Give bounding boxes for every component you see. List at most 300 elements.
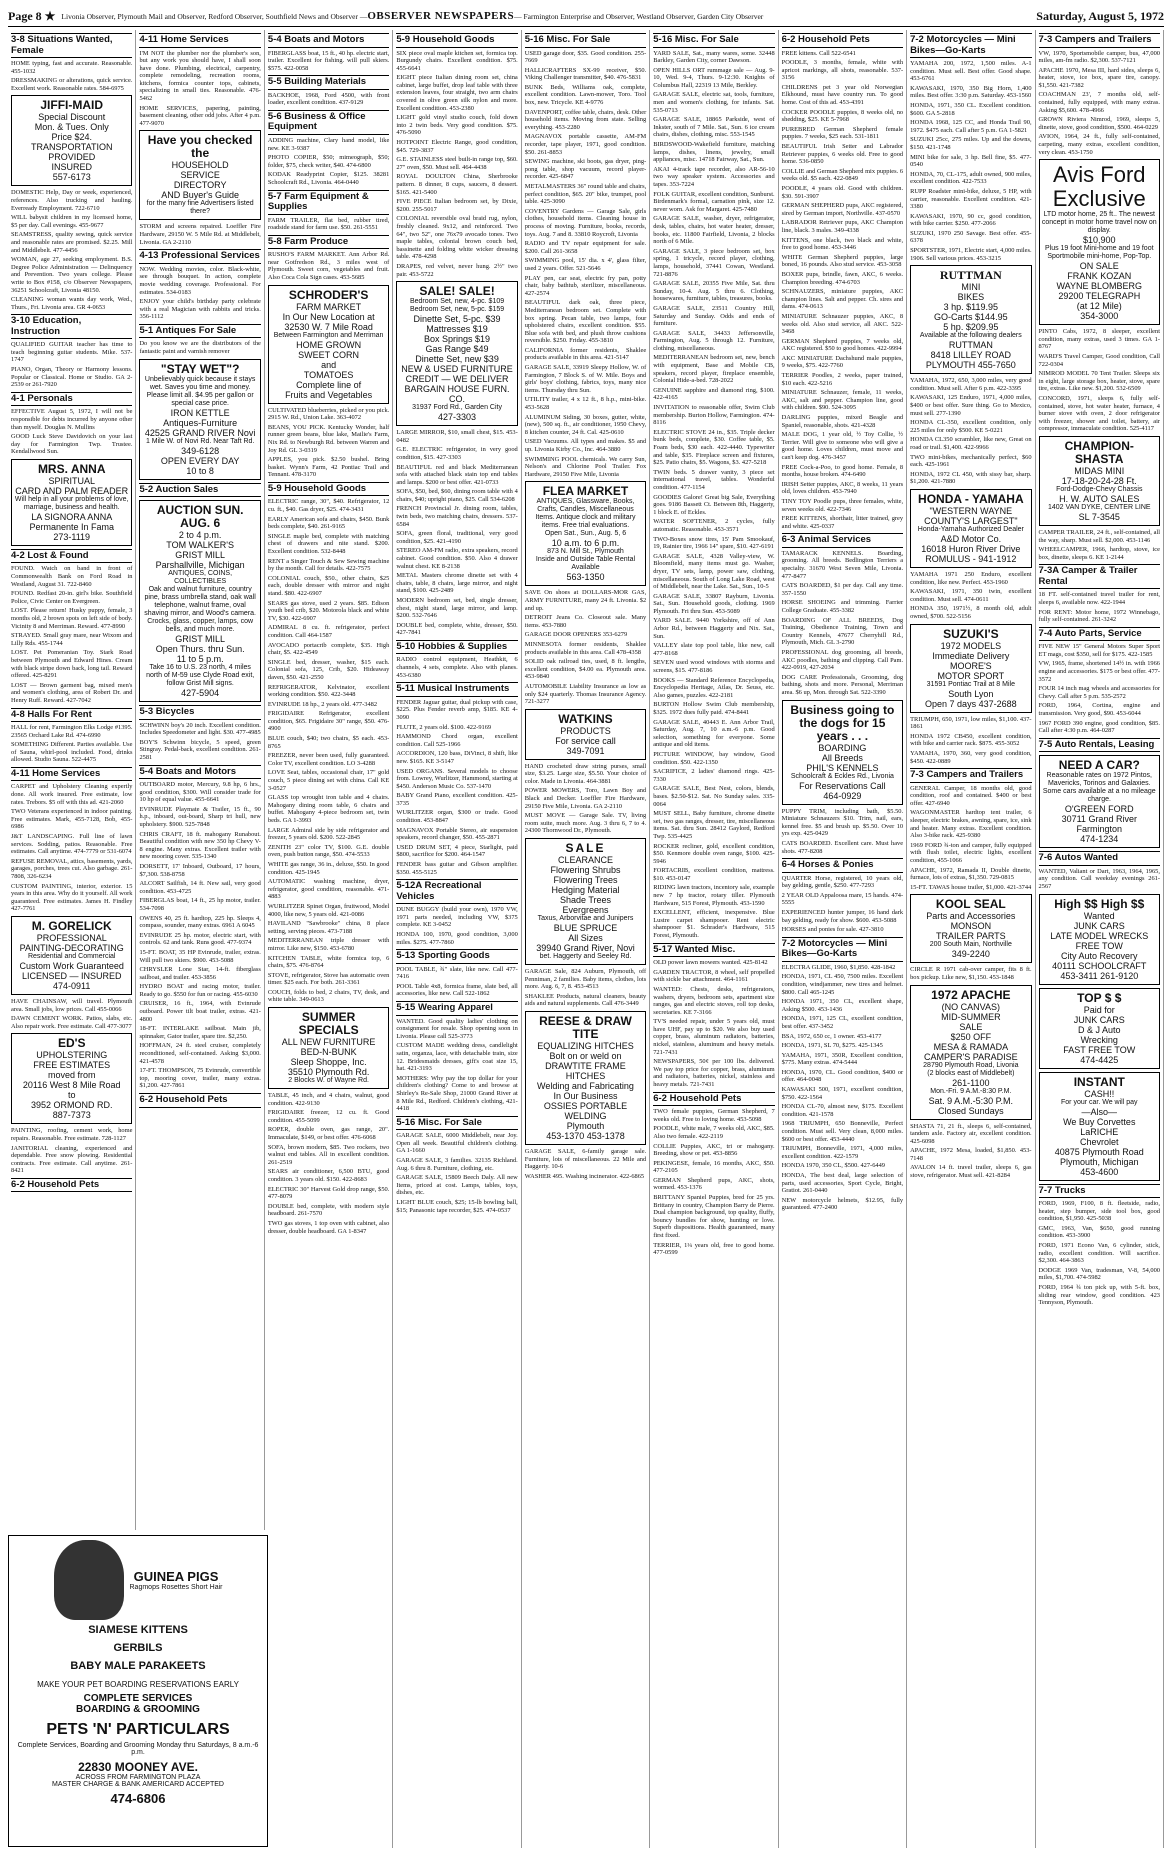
display-ad-line: Between Farmington and Merriman xyxy=(273,331,384,339)
display-ad-line: CHAMPION-SHASTA xyxy=(1064,438,1134,466)
display-ad-line: Inside and Outside Table Rental Available xyxy=(535,556,636,572)
classified-ad: FORTACRIB, excellent condition, mattress. $10. 453-0147 xyxy=(653,867,775,882)
classified-ad: BEAUTIFUL Irish Setter and Labrador Retriever puppies, 6 weeks old. Free to good home. 536-0850 xyxy=(781,143,904,166)
classified-ad: WATER SOFTENER, 2 cycles, fully automatic. Reasonable. 453-3571 xyxy=(653,518,775,533)
section-heading: 7-5 Auto Rentals, Leasing xyxy=(1039,738,1160,753)
display-ad-line: OSSIES PORTABLE WELDING xyxy=(543,1101,628,1121)
classified-ad: POODLE, 4 years old. Good with children. $30. 591-3907 xyxy=(781,185,904,200)
classified-ad: COVENTRY Gardens — Garage Sale, girls clothes, household items. Cleaning house in process of moving. Furniture, books, records, toys. Aug. 7 and 8. 33810 Roycroft, Livonia xyxy=(524,207,647,238)
classified-ad: WHITE gas range, 36 in., deluxe, $50. In good condition. 425-1945 xyxy=(267,860,390,876)
display-ad-line: FARM MARKET xyxy=(296,301,362,312)
classified-ad: GARAGE SALE, 6-family garage sale. Furniture, lots of miscellaneous. 22 Mile and Haggerty. 10-6 xyxy=(524,1148,647,1171)
classified-ad: 17-FT. THOMPSON, 75 Evinrude, convertible top, mooring cover, trailer, many extras. $1,200. 427-7861 xyxy=(139,1067,261,1090)
display-ad-line: 31591 Pontiac Trail at 8 Mile xyxy=(926,680,1015,688)
display-ad-line: MIDAS MINI xyxy=(1074,465,1125,476)
classified-ad: EFFECTIVE August 5, 1972, I will not be responsible for debts incurred by anyone other than myself. Douglas N. Mullins xyxy=(11,408,133,431)
classified-ad: UTILITY trailer, 4 x 12 ft., 8 h.p., mini-bike. 453-5628 xyxy=(524,396,647,412)
page-number: Page 8 ★ xyxy=(8,8,56,23)
display-ad-line: bet. Haggerty and Seeley Rd. xyxy=(539,953,632,961)
display-ad-line: KOOL SEAL xyxy=(935,897,1006,912)
display-ad-line: Antiques-Furniture xyxy=(163,417,238,428)
display-ad-line: "WESTERN WAYNE xyxy=(929,505,1013,516)
classified-ad: MAGNAVOX Portable Stereo, air suspension speakers, record changer, $50. 455-2871 xyxy=(396,826,518,842)
display-ad-line: MOORE'S xyxy=(949,660,992,671)
display-ad-line: City Auto Recovery xyxy=(1061,950,1138,961)
classified-ad: SEAMSTRESS, quality sewing, quick service and reasonable rates are promised. $2.25. Mill and Middlebelt. 477-4456 xyxy=(11,231,133,254)
classified-ad: CONCORD, 1971, sleeps 6, fully self-contained, stove, hot water heater, furnace, 4 burner stove with oven, 2 door refrigerator with freezer, shower and toilet, battery, air compressor, immaculate condition. 525-4117 xyxy=(1038,394,1160,433)
classified-ad: APACHE, 1972 Mesa, loaded, $1,850. 453-7148 xyxy=(910,1147,1032,1162)
display-ad-line: Plus 19 foot Mini-home and 19 foot Sportmobile mini-home, Pop-Top. xyxy=(1044,245,1154,261)
classified-ad: FRENCH Provincial Jr. dining room, tables, twin beds, two matching chairs, dressers. 537-6584 xyxy=(396,505,518,528)
section-heading: 5-11 Musical Instruments xyxy=(396,682,517,697)
display-ad-line: REESE & DRAW TITE xyxy=(539,1014,632,1041)
classified-ad: SCHNAUZERS, miniature puppies, AKC champion lines. Salt and pepper. Ch. sires and dams. 474-0613 xyxy=(781,288,904,311)
section-heading: 5-16 Misc. For Sale xyxy=(653,33,774,48)
classified-ad: VW, 1970, Sportsmobile camper, bus, 47,000 miles, am-fm radio. $2,300. 537-7121 xyxy=(1038,49,1160,65)
display-ad xyxy=(268,1007,389,1089)
classified-ad: TWO female puppies, German Shepherd, 7 weeks old. Free to loving home. 453-5098 xyxy=(653,1108,775,1123)
classified-ad: TERRIER Poodles, 2 weeks, paper trained, $10 each. 422-5216 xyxy=(781,372,904,387)
display-ad-line: A&D Motor Co. xyxy=(940,533,1002,544)
section-heading: 6-2 Household Pets xyxy=(11,1178,132,1193)
classified-ad: FIVE PIECE Italian bedroom set, by Dixie, $200. 255-5017 xyxy=(396,198,518,213)
display-ad xyxy=(139,500,260,702)
section-heading: 7-2 Motorcycles — Mini Bikes—Go-Karts xyxy=(910,33,1031,58)
display-ad-line: OPEN EVERY DAY xyxy=(160,455,240,466)
classified-ad: AUTOMOBILE Liability Insurance as low as only $24 quarterly. Thomas Insurance Agency. 721-3277 xyxy=(524,682,647,706)
display-ad-line: Bedroom Set, new, 4-pc. $109 xyxy=(409,298,505,306)
classified-ad: AKAI 4-track tape recorder, also AR-56-10 two way speaker system. Accessories and tapes. 353-7224 xyxy=(653,165,775,188)
classified-ad: YAMAHA 1971 250 Enduro, excellent condition, like new. Perfect. 453-1960 xyxy=(910,570,1032,586)
classified-ad: KITTENS, one black, two black and white, free to good home. 453-3446 xyxy=(781,236,904,252)
classified-ad: TRIUMPH, Bonneville, 1971, 4,000 miles, excellent condition. 422-1579 xyxy=(781,1145,904,1160)
classified-ad: DOMESTIC Help, Day or week, experienced, references. Also trucking and hauling. Everready Employment. 722-6710 xyxy=(11,189,133,212)
classified-ad: HONDA, 1971, CL 450, 7500 miles. Excellent condition, windjammer, new tires and helmet. $800. Call 465-1245 xyxy=(781,973,904,996)
display-ad-line: ON SALE xyxy=(1079,261,1119,272)
display-ad-line: Dinette Set, 5-pc. $39 xyxy=(413,314,501,325)
masthead xyxy=(8,6,1164,27)
classified-ad: AKC MINIATURE Dachshund male puppies, 9 weeks, $75. 422-7760 xyxy=(781,354,904,370)
classified-ad: HAND crocheted draw string purses, small size, $3.25. Large size, $5.50. Your choice of color. Made in Livonia. 464-3881 xyxy=(524,762,647,785)
display-ad-line: Schoolcraft & Eckles Rd., Livonia xyxy=(790,772,894,780)
display-ad-line: COUNTY'S LARGEST" xyxy=(924,515,1018,526)
classified-ad: 1967 FORD 390 engine, good condition, $85. Call after 4:30 p.m. 464-0287 xyxy=(1038,719,1160,735)
classified-ad: CATS BOARDED, $1 per day. Call any time. 357-1550 xyxy=(781,582,904,597)
display-ad-line: IRON KETTLE xyxy=(170,407,230,418)
classified-ad: ZENITH 23" color TV, $100. G.E. double oven, push button range, $50. 474-5533 xyxy=(267,843,390,859)
classified-ad: INVITATION to reasonable offer, Swim Club membership. Burton Hollow, Farmington. 474-8116 xyxy=(653,404,775,427)
classified-ad: STEREO AM-FM radio, extra speakers, record cabinet. Good condition. $50. Also 4 drawer walnut chest. KE 8-2138 xyxy=(396,547,518,570)
classified-ad: GARAGE SALE, 15809 Beech Daly. All new Items, priced at cost. Lamps, tables, toys, dishes, etc. xyxy=(396,1174,518,1197)
display-ad-line: GO-Carts $144.95 xyxy=(934,312,1008,323)
display-ad-line: 887-7373 xyxy=(52,1110,91,1121)
classified-ad: TWO Veterans experienced in indoor painting. Free estimates. Mark, 455-7128, Bob, 455-6986 xyxy=(11,808,133,831)
display-ad-line: Open 7 days 437-2688 xyxy=(925,698,1017,709)
classified-ad: FREE KITTENS, shorthair, litter trained, grey and white. 425-0337 xyxy=(781,515,904,530)
classified-ad: COACHMAN 23', 7 months old, self-contained, fully equipped, with many extras. Asking $5,600. 478-4966 xyxy=(1038,91,1160,114)
classified-ad: REFRIGERATOR, Kelvinator, excellent working condition. $50. 422-3448 xyxy=(267,683,390,699)
classified-ad: FENDER Jaguar guitar, dual pickup with case, $225. Plus Fender reverb amp, $185. KE 4-3090 xyxy=(396,698,518,721)
classified-ad: FIVE NEW 15" General Motors Super Sport ET mags, cost $350, sell for $175. 422-1585 xyxy=(1038,643,1160,658)
classified-ad: DRESSMAKING or alterations, quick service. Excellent work. Reasonable rates. 584-6975 xyxy=(11,77,133,92)
display-ad-line: JUNK CARS xyxy=(1073,920,1125,931)
classified-ad: HYDRO BOAT and racing motor, trailer. Ready to go. $550 for fun or racing. 455-6030 xyxy=(139,983,261,998)
classified-ad: LIGHT gold vinyl studio couch, fold down into 2 twin beds. Very good condition. $75. 476-5090 xyxy=(396,114,518,137)
display-ad-line: For your car. We will pay xyxy=(1061,1098,1138,1106)
display-ad-line: ROMULUS - 941-1912 xyxy=(925,553,1017,564)
classified-ad: MINIATURE Schnauzer, female, 11 weeks, AKC, salt and pepper. Champion line, good with children. $90. 524-3095 xyxy=(781,389,904,412)
display-ad xyxy=(268,285,389,404)
display-ad xyxy=(11,95,132,186)
classified-ad: COLLIE and German Shepherd mix puppies. 6 weeks old. $5 each. 422-0849 xyxy=(781,167,904,183)
display-ad-line: RUTTMAN xyxy=(948,340,993,351)
display-ad-line: In Our New Location at xyxy=(282,311,375,322)
section-heading: 5-9 Household Goods xyxy=(396,33,517,48)
display-ad-line: CLEARANCE xyxy=(557,855,613,866)
classified-ad: AUTOMATIC washing machine, dryer, refrigerator, good condition, reasonable. 471-4883 xyxy=(267,878,390,901)
classified-ad: GARAGE SALE, 34433 Jeffersonville, Farmington, Aug. 5 through 12. Furniture, clothing, miscellaneous. xyxy=(653,329,775,352)
classified-ad: SOFA, green floral, traditional, very good condition, $25. 421-4190 xyxy=(396,530,518,545)
section-heading: 5-6 Business & Office Equipment xyxy=(268,110,389,135)
display-ad-line: Dinette Set, new $39 xyxy=(415,354,499,365)
display-ad-line: CASH!! xyxy=(1084,1088,1115,1099)
classified-ad: MEDITERRANEAN triple dresser with mirror. Like new, $150. 453-6780 xyxy=(267,937,390,952)
classified-ad: NIMROD MODEL 70 Tent Trailer. Sleeps six in eight, large storage box, heater, stove, spare tire, extras. Like new. $1,200. 532-6509 xyxy=(1038,370,1160,393)
display-ad-line: for the many fine Advertisers listed there? xyxy=(146,200,254,216)
classified-ad: PUREBRED German Shepherd female puppies. 7 weeks, $25 each. 531-1811 xyxy=(781,125,904,141)
classified-ad: WURLITZER Spinet Organ, fruitwood, Model 4000, like new, 5 years old. 421-0086 xyxy=(267,902,390,918)
display-ad xyxy=(11,1033,132,1124)
display-ad-line: TOM WALKER'S xyxy=(166,540,235,551)
display-ad-line: ED'S xyxy=(57,1036,86,1051)
classified-ad: STOVE, refrigerator, Stove has automatic oven timer. $25 each. For both. 261-3361 xyxy=(267,971,390,987)
classified-ad: SEVEN used wood windows with storms and screens, $15. 477-8186 xyxy=(653,659,775,675)
classified-ad: FENDER bass guitar and Gibson amplifier. $350. 455-5125 xyxy=(396,861,518,876)
classified-ad: ELECTRIC range, 30", $40. Refrigerator, 12 cu. ft., $40. Gas dryer, $25. 474-3431 xyxy=(267,498,390,514)
classified-ad: HOME SERVICES, papering, painting, basement cleaning, other odd jobs. After 4 p.m. 477-9070 xyxy=(139,104,261,127)
classified-ad: VALLEY slate top pool table, like new, call 477-8168 xyxy=(653,642,775,657)
classified-ad: HONDA, 70, CL-175, adult owned, 900 miles, excellent condition. 422-7533 xyxy=(910,170,1032,186)
classified-ad: NEW motorcycle helmets, $12.95, fully guaranteed. 477-2400 xyxy=(781,1196,904,1212)
classified-ad: COLLIE Puppies, AKC, tri or mahogany. Breeding, show or pet. 453-8856 xyxy=(653,1142,775,1158)
display-ad xyxy=(139,359,260,480)
classified-ad: GROWN Riviera Nimrod, 1969, sleeps 5, dinette, stove, good condition, $500. 464-0229 xyxy=(1038,116,1160,131)
section-heading: 6-2 Household Pets xyxy=(653,1092,774,1107)
classified-ad: KAWASAKI, 1970, 90 cc, good condition, with bike carrier. $250. 477-2066 xyxy=(910,212,1032,228)
display-ad xyxy=(782,700,903,805)
classified-ad: FOR RENT: Motor home, 1972 Winnebago, fully self-contained. 261-3242 xyxy=(1038,608,1160,624)
classified-ad: LOVE Seat, tables, occasional chair, 17" gold couch, 5 piece dining set with china. Call KE 3-0527 xyxy=(267,769,390,792)
classified-ad: BOY'S Schwinn bicycle, 5 speed, green Stingray. Pedal-back, excellent condition. 261-2581 xyxy=(139,738,261,761)
display-ad-line: MINI xyxy=(961,282,981,293)
section-heading: 3-10 Education, Instruction xyxy=(11,314,132,339)
display-ad xyxy=(910,624,1031,713)
section-heading: 4-11 Home Services xyxy=(139,33,260,48)
display-ad-line: and xyxy=(321,359,337,370)
display-ad-line: SERVICE xyxy=(180,170,220,181)
classified-ad: MINIATURE Schnauzer puppies, AKC, 8 weeks old. Also stud service, all AKC. 522-3468 xyxy=(781,312,904,336)
display-ad xyxy=(525,481,646,586)
classified-ad: METALMASTERS 36" round table and chairs, perfect condition, $65. 20" bike, trumpet, pool table. 425-3090 xyxy=(524,183,647,206)
classified-ad: YARD SALE, Sat., many wares, some. 32448 Barkley, Garden City, corner Dawson. xyxy=(653,49,775,65)
display-ad-line: PLYMOUTH 455-7650 xyxy=(925,360,1016,371)
classified-ad: SOMETHING Different. Parties available. Use of Sauna, whirl-pool included. Food, drinks allowed. Studio Sauna. 522-4475 xyxy=(11,741,133,764)
classified-ad: MODERN bedroom set, bed, single dresser, chest, night stand, large mirror, and lamp. $200. 532-7646 xyxy=(396,597,518,620)
classified-ad: SWIMMING POOL chemicals. We carry Sun, Nelson's and Chlorine Pool Trailer. Fox Hardware, 29150 Five Mile, Livonia xyxy=(524,455,647,478)
column-3 xyxy=(265,30,393,1848)
display-ad-line: Gas Range $49 xyxy=(425,344,489,355)
classified-ad: FREE Cock-a-Poo, to good home. Female, 8 months, house broken. 474-6490 xyxy=(781,463,904,479)
classified-ad: FORD, 1971 Econo Van, 6 cylinder, stick, radio, excellent condition. Will sacrifice. $2,300. 464-3863 xyxy=(1038,1241,1160,1265)
display-ad-line: BIKES xyxy=(957,292,985,303)
display-ad-line: (at 12 Mile) xyxy=(1076,301,1122,312)
display-ad-line: 474-4425 xyxy=(1080,1054,1119,1065)
display-ad-line: Complete line of xyxy=(296,379,362,390)
display-ad-line: HOUSEHOLD xyxy=(171,160,229,171)
display-ad-line: UPHOLSTERING xyxy=(36,1050,108,1061)
classified-ad: PROFESSIONAL dog grooming, all breeds, AKC poodles, bathing and clipping. Call Pam. 422-0919, 427-2034 xyxy=(781,648,904,672)
classified-ad: TERRIER, 1¼ years old, free to good home. 477-0599 xyxy=(653,1241,775,1257)
display-ad-line: Sleep Shoppe, Inc. xyxy=(290,1057,367,1068)
display-ad-line: 30711 Grand River xyxy=(1061,814,1137,825)
classified-ad: SIX piece oval maple kitchen set, formica top. Burgundy chairs. Excellent condition. $75. 455-6641 xyxy=(396,49,518,72)
classified-ad: EVINRUDE Playmate & Trailer, 15 ft., 90 h.p., inboard, out-board, Sharp tri hull, new upholstery. $900. 525-7848 xyxy=(139,805,261,828)
display-ad-line: Oak and walnut furniture, country pine, brass umbrella stand, oak wall telephone, walnut frame, oval shaving mirror, and Wood's camera. Crocks, glass, copper, lamps, cow bells, and much more. xyxy=(144,586,256,634)
display-ad-line: DRAWTITE FRAME HITCHES xyxy=(545,1061,626,1081)
classified-ad: HONDA, The best deal, large selection of parts, used accessories, Sport Cycle, Bright, Gratiot. 261-0440 xyxy=(781,1172,904,1195)
classified-ad: BRITTANY Spaniel Puppies, bred for 25 yrs. Brittany in country, Champion Barry de Pierre. Dual champion background, top quality, fluffy, bouncy bundles for show, hunting or love. Superb dispositions. Health guaranteed, many first fixed. xyxy=(653,1194,775,1240)
display-ad-line: SPIRITUAL xyxy=(48,475,95,486)
display-ad-line: 20116 West 8 Mile Road xyxy=(22,1080,121,1091)
display-ad-line: 16018 Huron River Drive xyxy=(921,543,1021,554)
classified-ad: FLUTE, 2 years old. $100. 422-9169 xyxy=(396,723,492,731)
classified-ad: YARD SALE. 9440 Yorkshire, off of Ann Arbor Rd., between Haggerty and Nix. Sat., Sun. xyxy=(653,617,775,640)
classified-ad: EXPERIENCED hunter jumper, 16 hand dark bay gelding, ready for show. $600. 453-5088 xyxy=(781,908,904,924)
classified-ad: PLAY pen, car seat, electric fry pan, potty chair, baby bathtub, sterilizer, miscellaneous. 427-2574 xyxy=(524,274,647,297)
classified-ad: 15-FT. TAWAS house trailer, $1,000. 421-3744 xyxy=(910,883,1032,891)
classified-ad: PUPPY TRIM, including bath, $5.50. Miniature Schnauzers $10. Trim, nail, ears, kennel free. $5 and brush up. $5.50. Over 10 yrs exp. 425-0429 xyxy=(781,807,904,838)
display-ad-line: CREDIT — WE DELIVER xyxy=(405,374,509,385)
classified-ad: DARLING puppies, mixed Beagle and Spaniel, reasonable, shots. 421-4328 xyxy=(781,414,904,429)
classified-ad: YAMAHA, 1971, 350R, Excellent condition, $775. Many extras. 474-5444 xyxy=(781,1051,904,1067)
classified-ad: ADMIRAL 8 cu. ft. refrigerator, perfect condition. Call 464-1587 xyxy=(267,624,390,639)
display-ad-line: SALE xyxy=(565,841,606,856)
classified-ad: MUST SELL, Baby furniture, chrome dinette set, two gas ranges, dresser, tire, miscellaneous items. Sat. thru Sun. 28412 Gaylord, Redford Twp. 535-4425 xyxy=(653,810,775,840)
cat-illustration xyxy=(54,1540,124,1620)
classified-ad: GARAGE SALE, 3 piece bedroom set, box spring, 1 tricycle, record player, clothing, lamps, household, 37441 Cowan, Westland. 721-8876 xyxy=(653,247,775,278)
display-ad-line: FREE TOW xyxy=(1075,940,1123,951)
classified-ad: HOTPOINT Electric Range, good condition, $45. 729-3837 xyxy=(396,139,518,154)
section-heading: 7-6 Autos Wanted xyxy=(1039,851,1160,866)
classified-ad: FIBERGLASS boat, 15 ft., 40 hp. electric start, trailer. Excellent for fishing. will pull skiers. $575. 422-0058 xyxy=(267,49,390,72)
display-ad-line: For service call xyxy=(555,735,616,746)
classified-ad: DOUBLE bed, complete, with modern style headboard. 261-7570 xyxy=(267,1202,390,1218)
classified-ad: GARAGE SALE, Best Nest, colors, blends, bases. $2.50-$12. Sat. No Sunday sales. 335-0064 xyxy=(653,785,775,808)
section-heading: 6-2 Household Pets xyxy=(782,33,903,48)
display-ad-line: (2 blocks east of Middlebelt) xyxy=(927,1069,1015,1077)
display-ad-line: 1972 APACHE xyxy=(931,987,1011,1002)
classified-ad: HOFFMAN, 24 ft. steel cruiser, completely reconditioned, self-contained. Asking $3,000. 421-4578 xyxy=(139,1042,261,1065)
classified-ad: GARAGE SALE, 33807 Rayburn, Livonia. Sat., Sun. Household goods, clothing. 1969 Plymouth. Fri thru Sun. 453-5089 xyxy=(653,592,775,615)
classified-ad: TWIN beds. 5 drawer vanity, 3 piece set international travel, tables. Wonderful condition. 477-1154 xyxy=(653,468,775,491)
classified-ad: CHILDRENS pet 3 year old Norwegian Elkhound, must have country run. To good home. Cost of this ad. 453-4391 xyxy=(781,83,904,107)
classified-ad: AVOCADO portacrib complete, $35. High chair, $5. 422-4549 xyxy=(267,641,390,657)
column-5 xyxy=(522,30,650,1848)
display-ad-line: 453-3411 261-9120 xyxy=(1060,970,1139,981)
classified-ad: DODGE 1969 Van, tradesman, V-8, 54,000 miles, $1,700. 474-5982 xyxy=(1038,1266,1160,1282)
classified-ad: SEWING machine, ski boots, gas dryer, ping-pong table, shop vacuum, record player-recorder. 425-6847 xyxy=(524,158,647,181)
classified-ad: 1968 TRIUMPH, 650 Bonneville, Perfect condition. Must sell. Very clean, 8,000 miles. $600 or best offer. 453-4440 xyxy=(781,1120,904,1143)
display-ad-line: Ford-Dodge-Chevy Chassis xyxy=(1056,485,1143,493)
classified-ad: WANTED. Good quality ladies' clothing on consignment for resale. Shop opening soon in Livonia. Please call 525-3773 xyxy=(396,1017,518,1040)
display-ad-line: moved from xyxy=(47,1070,96,1081)
display-ad-line: 474-0911 xyxy=(53,980,91,991)
classified-ad: KITCHEN TABLE, white formica top, 6 chairs, $75. 476-8764 xyxy=(267,954,390,970)
display-ad-line: 273-1119 xyxy=(53,531,91,542)
column-8 xyxy=(907,30,1035,1848)
classified-ad: ADDING machine, Clary hand model, like new. KE 3-9387 xyxy=(267,136,390,152)
classified-ad: HONDA CL350 scrambler, like new, Great on road or trail. $1,400. 422-9966 xyxy=(910,436,1032,451)
classified-ad: COCKER POODLE puppies, 8 weeks old, no shedding, $25. KE 5-7968 xyxy=(781,108,904,124)
classified-ad: BURTON Hollow Swim Club membership, $325. 1972 dues fully paid. 474-8441 xyxy=(653,701,775,716)
classified-ad: BSA, 1972, 650 cc, 1 owner. 453-4177 xyxy=(781,1032,882,1040)
classified-ad: POODLE, 3 months, female, white with apricot markings, all shots, reasonable. 537-3156 xyxy=(781,59,904,82)
classified-ad: WARD'S Travel Camper, Good condition, Call 722-0304 xyxy=(1038,353,1160,368)
classified-ad: SHAKLEE Products, natural cleaners, beauty aids and natural supplements. Call 476-3449 xyxy=(524,992,647,1008)
classified-ad: DETROIT Jeans Co. Closeout sale. Many items. 453-7880 xyxy=(524,614,647,629)
classified-ad: SOFA, brown modern, $85. Two rockers, two walnut end tables. All in excellent condition. 261-2519 xyxy=(267,1143,390,1166)
classified-ad: GENUINE sapphire and diamond ring, $100. 422-4165 xyxy=(653,386,775,402)
classified-ad: FOLK GUITAR, excellent condition, Sunburst. Birdenmark's formal, carnation pink, size 12. never worn. Ask for Margaret. 425-7480 xyxy=(653,190,775,213)
classified-ad: GARAGE SALE, 3 families. 32135 Richland. Aug. 6 thru 8. Furniture, clothing, etc. xyxy=(396,1156,518,1172)
display-ad-line: 3952 ORMOND RD. xyxy=(30,1100,113,1111)
classified-ad: PIANO, Organ, Theory or Harmony lessons. Popular or Classical. Home or Studio. GA 2-2539 or 261-7920 xyxy=(11,366,133,389)
display-ad-line: LICENSED — INSURED xyxy=(21,970,122,981)
display-ad xyxy=(11,459,132,546)
display-ad-line: Farmington xyxy=(1076,824,1123,835)
classified-ad: SOLID oak railroad ties, used, 8 ft. lengths, excellent condition, $4.00 ea. Plymouth area. 453-9840 xyxy=(524,658,647,681)
classified-ad: G.E. ELECTRIC refrigerator, in very good condition, $15. 427-3303 xyxy=(396,446,518,461)
display-ad-line: 29200 TELEGRAPH xyxy=(1058,291,1141,302)
classified-ad: HALL for rent, Farmington Elks Lodge #1395. 23565 Orchard Lake Rd. 474-6990 xyxy=(11,724,133,739)
column-4 xyxy=(393,30,521,1848)
display-ad-line: Flowering Shrubs xyxy=(550,865,621,876)
display-ad-line: HONDA - YAMAHA xyxy=(918,491,1024,506)
classified-ad: AVALON 14 ft. travel trailer, sleeps 6, gas stove, refrigerator. Must sell. 421-8284 xyxy=(910,1164,1032,1180)
display-ad-line: DIRECTORY xyxy=(173,180,227,191)
display-ad-line: to xyxy=(67,1090,76,1101)
classified-ad: GERMAN Shepherd pups, AKC, shots, wormed. 453-1376 xyxy=(653,1176,775,1192)
classified-ad: WANTED, Valiant or Dart, 1963, 1964, 1965, any condition. Call weekday evenings 261-2567 xyxy=(1038,867,1160,890)
classified-ad: FOUR 14 inch mag wheels and accessories for Chevy. Call after 5 p.m. 535-2572 xyxy=(1038,685,1160,700)
section-heading: 5-17 Wanted Misc. xyxy=(653,943,774,958)
display-ad-line: LTD motor home, 25 ft.. The newest concept in motor home travel now on display. xyxy=(1041,211,1157,235)
display-ad xyxy=(11,916,132,995)
classified-ad: BOXER pups, brindle, fawn, AKC, 6 weeks. Champion breeding. 474-6703 xyxy=(781,270,904,286)
display-ad-line: WAYNE BLOMBERG xyxy=(1056,281,1143,292)
display-ad-line: 3 hp. $119.95 xyxy=(943,302,999,313)
classified-ad: STRAYED. Small gray mare, near Wixom and Lilly Rds. 455-1744 xyxy=(11,632,133,647)
classified-ad: LABRADOR Retriever pups, AKC Champion line, black. 3 males. 349-4338 xyxy=(781,219,904,234)
display-ad-line: MID-SUMMER xyxy=(941,1011,1001,1022)
display-ad-line: Business going to the dogs for 15 years . . . xyxy=(790,702,895,743)
display-ad-line: 427-3303 xyxy=(438,412,477,423)
classified-ad: GARAGE SALE, 4328 Valley-view, W. Bloomfield, many items must go. Washer, dryer, TV sets, lamp, power saw, clothing, miscellaneous. South of Long Lake Road, west of Middlebelt, near the Lake. Sat., Sun., 10-5 xyxy=(653,552,775,591)
display-ad-line: In Our Business xyxy=(553,1091,618,1101)
display-ad xyxy=(1039,894,1160,985)
display-ad-line: JUNK CARS xyxy=(1073,1014,1125,1025)
display-ad-line: Wrecking xyxy=(1080,1034,1118,1045)
display-ad-line: NEED A CAR? xyxy=(1058,758,1140,773)
display-ad-line: SUMMER SPECIALS xyxy=(298,1010,359,1038)
display-ad-line: 1 Mile W. of Novi Rd. Near Taft Rd. xyxy=(145,437,255,445)
classified-ad: SEARS gas stove, used 2 years. $85. Edison youth bed crib, $20. Motorola black and white TV, $30. 422-6907 xyxy=(267,599,390,622)
display-ad-line: 40111 SCHOOLCRAFT xyxy=(1052,960,1147,971)
classified-ad: USED DRUM SET, 4 piece, Starlight, paid $800, sacrifice for $200. 464-1547 xyxy=(396,843,518,859)
display-ad xyxy=(910,489,1031,568)
section-heading: 7-3A Camper & Trailer Rental xyxy=(1039,564,1160,589)
classified-ad: HONDA 1971, 350 CL, excellent shape, Asking $500. 453-1436 xyxy=(781,998,904,1013)
classified-ad: 2 YEAR OLD Appaloosa mare, 15 hands. 474-5555 xyxy=(781,891,904,907)
section-heading: 5-4 Boats and Motors xyxy=(268,33,389,48)
display-ad-line: Chevrolet xyxy=(1080,1136,1119,1147)
classified-ad: HONDA 100, 1970, good condition, 3,000 miles. $275. 477-7860 xyxy=(396,931,518,946)
classified-ad: HONDA, 1970, CL. Good condition, $400 or offer. 464-0048 xyxy=(781,1068,904,1084)
display-ad-line: BARGAIN HOUSE FURN. CO. xyxy=(404,384,510,405)
classified-ad: RUSHO'S FARM MARKET. Ann Arbor Rd. near Gotfredson Rd., 3 miles west of Plymouth. Sweet corn, vegetables and fruit. Also Coca Cola Sign cases. 453-5685 xyxy=(267,251,390,281)
classified-ad: TWO gas stoves, 1 top oven with cabinet, also dresser, double headboard. GA 1-8347 xyxy=(267,1219,390,1235)
classified-ad: CARPET and Upholstery Cleaning expertly done. All work insured. Free estimate, low rates. Trebors. $5 off with this ad. 421-2060 xyxy=(11,783,133,806)
classified-ad: AVION, 1964, 24 ft., fully self-contained, carpeting, many extras, excellent condition, very clean. 453-1750 xyxy=(1038,133,1160,156)
classified-ad: RENT a Singer Touch & Sew Sewing machine by the month. Call for details. 422-7575 xyxy=(267,557,390,573)
display-ad-line: 563-1350 xyxy=(566,572,605,583)
section-heading: 5-2 Auction Sales xyxy=(139,483,260,498)
display-ad-line: Hedging Material xyxy=(551,885,620,896)
classified-ad: WHITE German Shepherd puppies, large boned, 16 pounds. Also stud service. 453-3058 xyxy=(781,253,904,269)
classified-ad: USED Vacuums. All types and makes. $5 and up. Livonia Kirby Co., Inc. 464-3880 xyxy=(524,438,647,453)
display-ad-line: 349-6128 xyxy=(181,445,220,456)
display-ad-line: Price $24. xyxy=(51,132,92,143)
display-ad-line: 31937 Ford Rd., Garden City xyxy=(412,404,502,412)
classified-ad: HONDA 1968, 125 CC, and Honda Trail 90, 1972. $475 each. Call after 5 p.m. GA 1-5821 xyxy=(910,119,1032,134)
classified-ad: WURLITZER organ, $300 or trade. Good condition. 453-8847 xyxy=(396,809,518,825)
classified-ad: ENJOY your child's birthday party celebrate with a real Magician with rabbits and tricks. 356-1112 xyxy=(139,298,261,321)
display-ad-line: Mon. & Tues. Only xyxy=(34,122,109,133)
display-ad-line: Mon.-Fri. 9 A.M.-8:30 P.M. xyxy=(930,1087,1012,1095)
section-heading: 5-5 Building Materials xyxy=(268,75,389,90)
display-ad-line: AND Buyer's Guide xyxy=(161,190,240,201)
classified-ad: CUSTOM PAINTING, interior, exterior. 15 years in this area. Why do it yourself. All work guaranteed. Free estimates. James H. Findley 427-7761 xyxy=(11,882,133,913)
display-ad-line: Shade Trees xyxy=(559,895,611,906)
classified-ad: LOST — Brown garment bag, mixed men's and women's clothing, area of Robert Dr. and Henry Ruff. Reward. 427-7042 xyxy=(11,681,133,704)
classified-ad: SUZUKI 25cc, 275 miles. Up and the downs, $150. 421-1748 xyxy=(910,136,1032,151)
display-ad-line: WATKINS xyxy=(558,711,613,726)
display-ad-line: 5 hp. $209.95 xyxy=(943,322,999,333)
classified-ad: FRIGIDAIRE Refrigerator, excellent condition, $65. Frigidaire 30" range, $50. 476-4900 xyxy=(267,710,390,733)
display-ad-line: 8418 LILLEY ROAD xyxy=(930,350,1012,361)
display-ad-line: High $$ High $$ xyxy=(1054,896,1145,911)
display-ad-line: LATE MODEL WRECKS xyxy=(1050,930,1149,941)
display-ad-line: 1972 MODELS xyxy=(940,640,1002,651)
classified-ad: EVINRUDE 25 hp. motor, electric start, with controls. 62 and tank. Runs good. 477-9374 xyxy=(139,931,261,947)
display-ad-line: 464-0929 xyxy=(823,790,862,801)
classified-ad: GARAGE DOOR OPENERS 353-6279 xyxy=(524,631,628,639)
classified-ad: BEAUTIFUL dark oak, three piece, Mediterranean bedroom set. Complete with box spring. Pecan table, two lamps, four upholstered chairs, excellent condition. $55. Blue sofa with bed, and plush throw cushions reversible. $250. Friday. 455-3810 xyxy=(524,299,647,345)
classified-ad: TRIUMPH, 650, 1971, low miles, $1,100. 437-1861 xyxy=(910,715,1032,731)
classified-ad: G.E. STAINLESS steel built-in range top, $60. 27" oven, $50. Must sell. 464-4438 xyxy=(396,156,518,171)
display-ad-line: —Also— xyxy=(1081,1106,1118,1117)
display-ad-line: BED-N-BUNK xyxy=(300,1047,357,1058)
